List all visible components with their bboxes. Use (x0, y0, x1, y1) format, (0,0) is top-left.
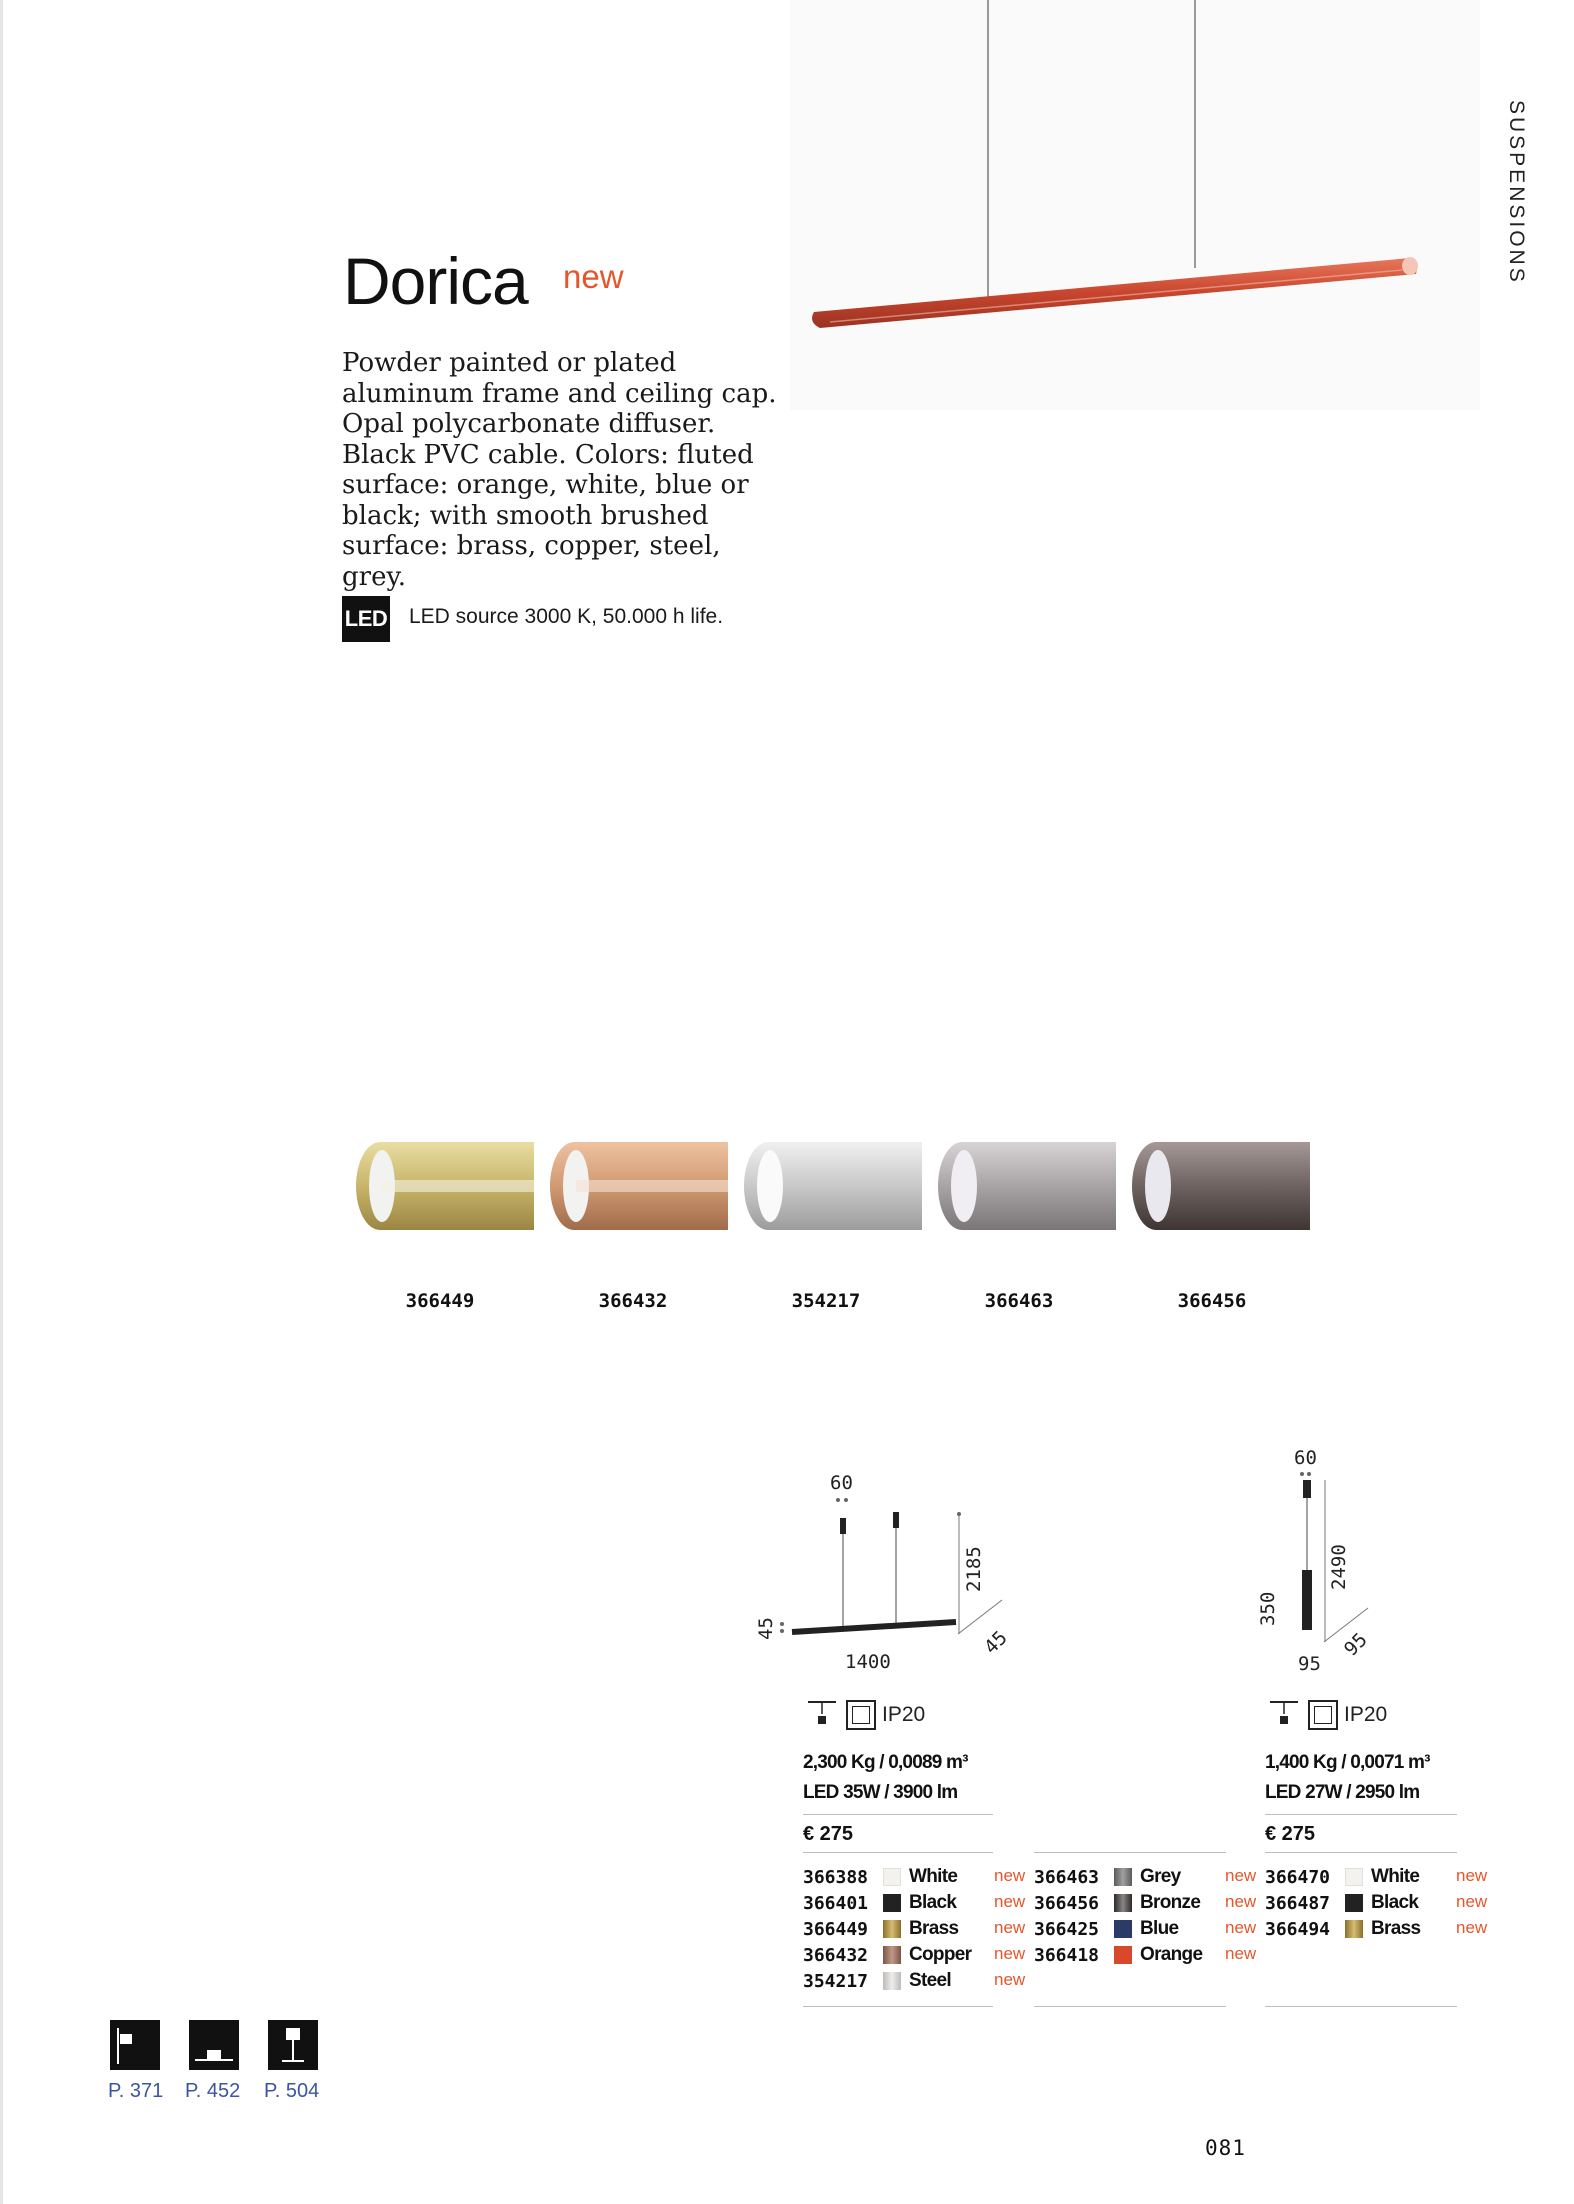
variant-row (803, 1890, 956, 1916)
new-tag: new (994, 1866, 1026, 1885)
power-long: LED 35W / 3900 lm (803, 1782, 958, 1803)
variant-row (1265, 1864, 1419, 1890)
swatch-366449 (354, 1138, 534, 1234)
short-model-drawing (1250, 1430, 1410, 1680)
color-swatch (883, 1920, 901, 1938)
divider (803, 1814, 993, 1815)
new-tag: new (994, 1892, 1026, 1911)
variant-code: 366487 (1265, 1892, 1331, 1914)
dim-height: 2185 (963, 1546, 985, 1592)
new-tag: new (994, 1918, 1026, 1937)
divider (1265, 1852, 1457, 1853)
new-tag: new (1456, 1892, 1488, 1911)
variant-row (1034, 1864, 1181, 1890)
dim-profile: 95 (1339, 1628, 1372, 1661)
swatch-354217 (742, 1138, 922, 1234)
swatch-image (742, 1138, 922, 1234)
new-tag: new (1225, 1944, 1257, 1963)
wall-lamp-reference-icon[interactable] (110, 2020, 160, 2070)
dim-width: 1400 (845, 1651, 891, 1673)
color-swatch (883, 1894, 901, 1912)
color-swatch (883, 1946, 901, 1964)
variant-code: 366388 (803, 1866, 869, 1888)
divider (803, 2006, 993, 2007)
variant-code: 366470 (1265, 1866, 1331, 1888)
divider (1265, 1814, 1457, 1815)
led-badge: LED (342, 596, 390, 642)
variant-row (1265, 1890, 1418, 1916)
weight-short: 1,400 Kg / 0,0071 m³ (1265, 1752, 1430, 1773)
swatch-code: 366449 (405, 1290, 475, 1312)
swatch-image (354, 1138, 534, 1234)
variant-code: 366494 (1265, 1918, 1331, 1940)
page-number: 081 (1205, 2136, 1246, 2160)
variant-row (1265, 1916, 1420, 1942)
variant-color: Bronze (1140, 1892, 1201, 1913)
long-model-drawing (750, 1460, 1030, 1680)
floor-lamp-reference-icon[interactable] (268, 2020, 318, 2070)
new-tag: new (1456, 1866, 1488, 1885)
ip-label: IP20 (1344, 1703, 1388, 1726)
divider (1034, 1852, 1226, 1853)
reference-page-link[interactable]: P. 371 (108, 2080, 164, 2102)
variant-color: Brass (909, 1918, 959, 1939)
color-swatch (1114, 1946, 1132, 1964)
suspension-lamp-illustration (790, 0, 1480, 410)
color-swatch (1114, 1920, 1132, 1938)
variant-code: 366463 (1034, 1866, 1100, 1888)
ceiling-lamp-reference-icon[interactable] (189, 2020, 239, 2070)
color-swatch (1114, 1868, 1132, 1886)
swatch-code: 366463 (984, 1290, 1054, 1312)
new-tag: new (1456, 1918, 1488, 1937)
swatch-366463 (936, 1138, 1116, 1234)
product-description: Powder painted or plated aluminum frame and ceiling cap. Opal polycarbonate diffuser. Black PVC cable. Colors: fluted surface: orange, white, blue or black; with smooth brushed surface: brass, copper, steel, grey. (342, 348, 777, 592)
variant-row (1034, 1916, 1178, 1942)
price-long: € 275 (803, 1823, 854, 1845)
power-short: LED 27W / 2950 lm (1265, 1782, 1420, 1803)
variant-row (803, 1864, 957, 1890)
ip-rating-long (806, 1700, 925, 1730)
variant-color: White (1371, 1866, 1420, 1887)
ceiling-lamp-icon (189, 2020, 239, 2070)
dim-depth: 45 (755, 1617, 777, 1640)
swatch-code: 366432 (598, 1290, 668, 1312)
swatch-image (1130, 1138, 1310, 1234)
swatch-366456 (1130, 1138, 1310, 1234)
color-swatch (1114, 1894, 1132, 1912)
hero-image (790, 0, 1480, 410)
variant-row (1034, 1890, 1200, 1916)
new-tag: new (1225, 1866, 1257, 1885)
variant-code: 366418 (1034, 1944, 1100, 1966)
wall-lamp-icon (110, 2020, 160, 2070)
color-swatch (883, 1972, 901, 1990)
section-label: SUSPENSIONS (1505, 100, 1528, 285)
suspension-mount-icon (1268, 1700, 1302, 1730)
new-tag: new (994, 1944, 1026, 1963)
variant-code: 366456 (1034, 1892, 1100, 1914)
variant-color: White (909, 1866, 958, 1887)
color-swatch (1345, 1894, 1363, 1912)
floor-lamp-icon (268, 2020, 318, 2070)
variant-color: Brass (1371, 1918, 1421, 1939)
swatch-image (548, 1138, 728, 1234)
dim-height: 350 (1257, 1591, 1279, 1626)
dim-canopy: 60 (830, 1472, 853, 1494)
price-short: € 275 (1265, 1823, 1316, 1845)
color-swatch (1345, 1868, 1363, 1886)
variant-color: Black (1371, 1892, 1419, 1913)
swatch-366432 (548, 1138, 728, 1234)
reference-page-link[interactable]: P. 504 (264, 2080, 320, 2102)
variant-code: 366432 (803, 1944, 869, 1966)
led-source-text: LED source 3000 K, 50.000 h life. (409, 605, 724, 628)
color-swatch (1345, 1920, 1363, 1938)
ip-rating-short (1268, 1700, 1387, 1730)
variant-color: Black (909, 1892, 957, 1913)
variant-code: 366401 (803, 1892, 869, 1914)
divider (1265, 2006, 1457, 2007)
divider (1034, 2006, 1226, 2007)
variant-row (1034, 1942, 1202, 1968)
variant-color: Copper (909, 1944, 972, 1965)
new-tag: new (1225, 1918, 1257, 1937)
variant-code: 354217 (803, 1970, 869, 1992)
swatch-code: 366456 (1177, 1290, 1247, 1312)
dim-canopy: 60 (1294, 1447, 1317, 1469)
variant-code: 366449 (803, 1918, 869, 1940)
page-edge (0, 0, 3, 2204)
suspension-mount-icon (806, 1700, 840, 1730)
dim-profile: 45 (979, 1626, 1012, 1659)
variant-row (803, 1942, 971, 1968)
ip-label: IP20 (882, 1703, 926, 1726)
product-title: Dorica (343, 244, 528, 318)
new-tag: new (1225, 1892, 1257, 1911)
variant-row (803, 1916, 958, 1942)
swatch-code: 354217 (791, 1290, 861, 1312)
variant-code: 366425 (1034, 1918, 1100, 1940)
variant-row (803, 1968, 951, 1994)
class-ii-icon (846, 1700, 876, 1730)
variant-color: Blue (1140, 1918, 1179, 1939)
new-tag: new (994, 1970, 1026, 1989)
variant-color: Orange (1140, 1944, 1203, 1965)
swatch-image (936, 1138, 1116, 1234)
divider (803, 1852, 993, 1853)
color-swatch (883, 1868, 901, 1886)
reference-page-link[interactable]: P. 452 (185, 2080, 241, 2102)
weight-long: 2,300 Kg / 0,0089 m³ (803, 1752, 968, 1773)
variant-color: Steel (909, 1970, 951, 1991)
class-ii-icon (1308, 1700, 1338, 1730)
dim-drop: 2490 (1328, 1544, 1350, 1590)
new-label: new (563, 258, 624, 295)
variant-color: Grey (1140, 1866, 1181, 1887)
dim-diameter: 95 (1298, 1653, 1321, 1675)
